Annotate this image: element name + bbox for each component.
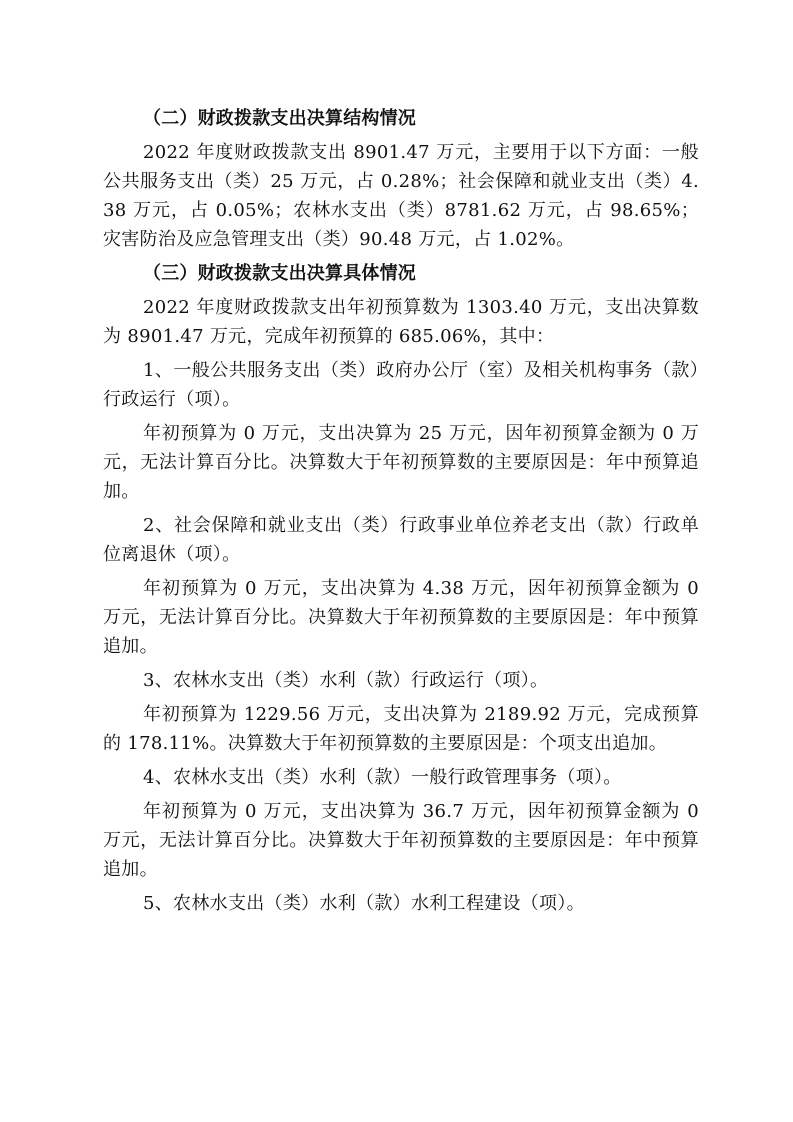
page-content bbox=[103, 104, 699, 918]
item-title-3: 3、农林水支出（类）水利（款）行政运行（项）。 bbox=[143, 670, 549, 691]
section-heading-details: （三）财政拨款支出决算具体情况 bbox=[143, 263, 416, 284]
item-detail-1: 年初预算为 0 万元，支出决算为 25 万元，因年初预算金额为 0 万元，无法计算百分比。决算数大于年初预算数的主要原因是：年中预算追加。 bbox=[103, 423, 699, 502]
item-title-1: 1、一般公共服务支出（类）政府办公厅（室）及相关机构事务（款）行政运行（项）。 bbox=[103, 360, 699, 410]
item-title-4: 4、农林水支出（类）水利（款）一般行政管理事务（项）。 bbox=[143, 767, 622, 788]
item-title-5: 5、农林水支出（类）水利（款）水利工程建设（项）。 bbox=[143, 893, 585, 914]
section-paragraph-details-intro: 2022 年度财政拨款支出年初预算数为 1303.40 万元，支出决算数为 8901.47 万元，完成年初预算的 685.06%，其中： bbox=[103, 297, 699, 347]
item-detail-4: 年初预算为 0 万元，支出决算为 36.7 万元，因年初预算金额为 0 万元，无法计算百分比。决算数大于年初预算数的主要原因是：年中预算追加。 bbox=[103, 801, 699, 880]
section-paragraph-structure: 2022 年度财政拨款支出 8901.47 万元，主要用于以下方面：一般公共服务支出（类）25 万元，占 0.28%；社会保障和就业支出（类）4.38 万元，占 0.05%；农林水支出（类）8781.62 万元，占 98.65%；灾害防治及应急管理支出（类）90.48 万元，占 1.02%。 bbox=[103, 142, 699, 250]
item-title-2: 2、社会保障和就业支出（类）行政事业单位养老支出（款）行政单位离退休（项）。 bbox=[103, 515, 699, 565]
section-heading-structure: （二）财政拨款支出决算结构情况 bbox=[143, 108, 416, 129]
item-detail-2: 年初预算为 0 万元，支出决算为 4.38 万元，因年初预算金额为 0 万元，无法计算百分比。决算数大于年初预算数的主要原因是：年中预算追加。 bbox=[103, 578, 699, 657]
item-detail-3: 年初预算为 1229.56 万元，支出决算为 2189.92 万元，完成预算的 178.11%。决算数大于年初预算数的主要原因是：个项支出追加。 bbox=[103, 704, 699, 754]
